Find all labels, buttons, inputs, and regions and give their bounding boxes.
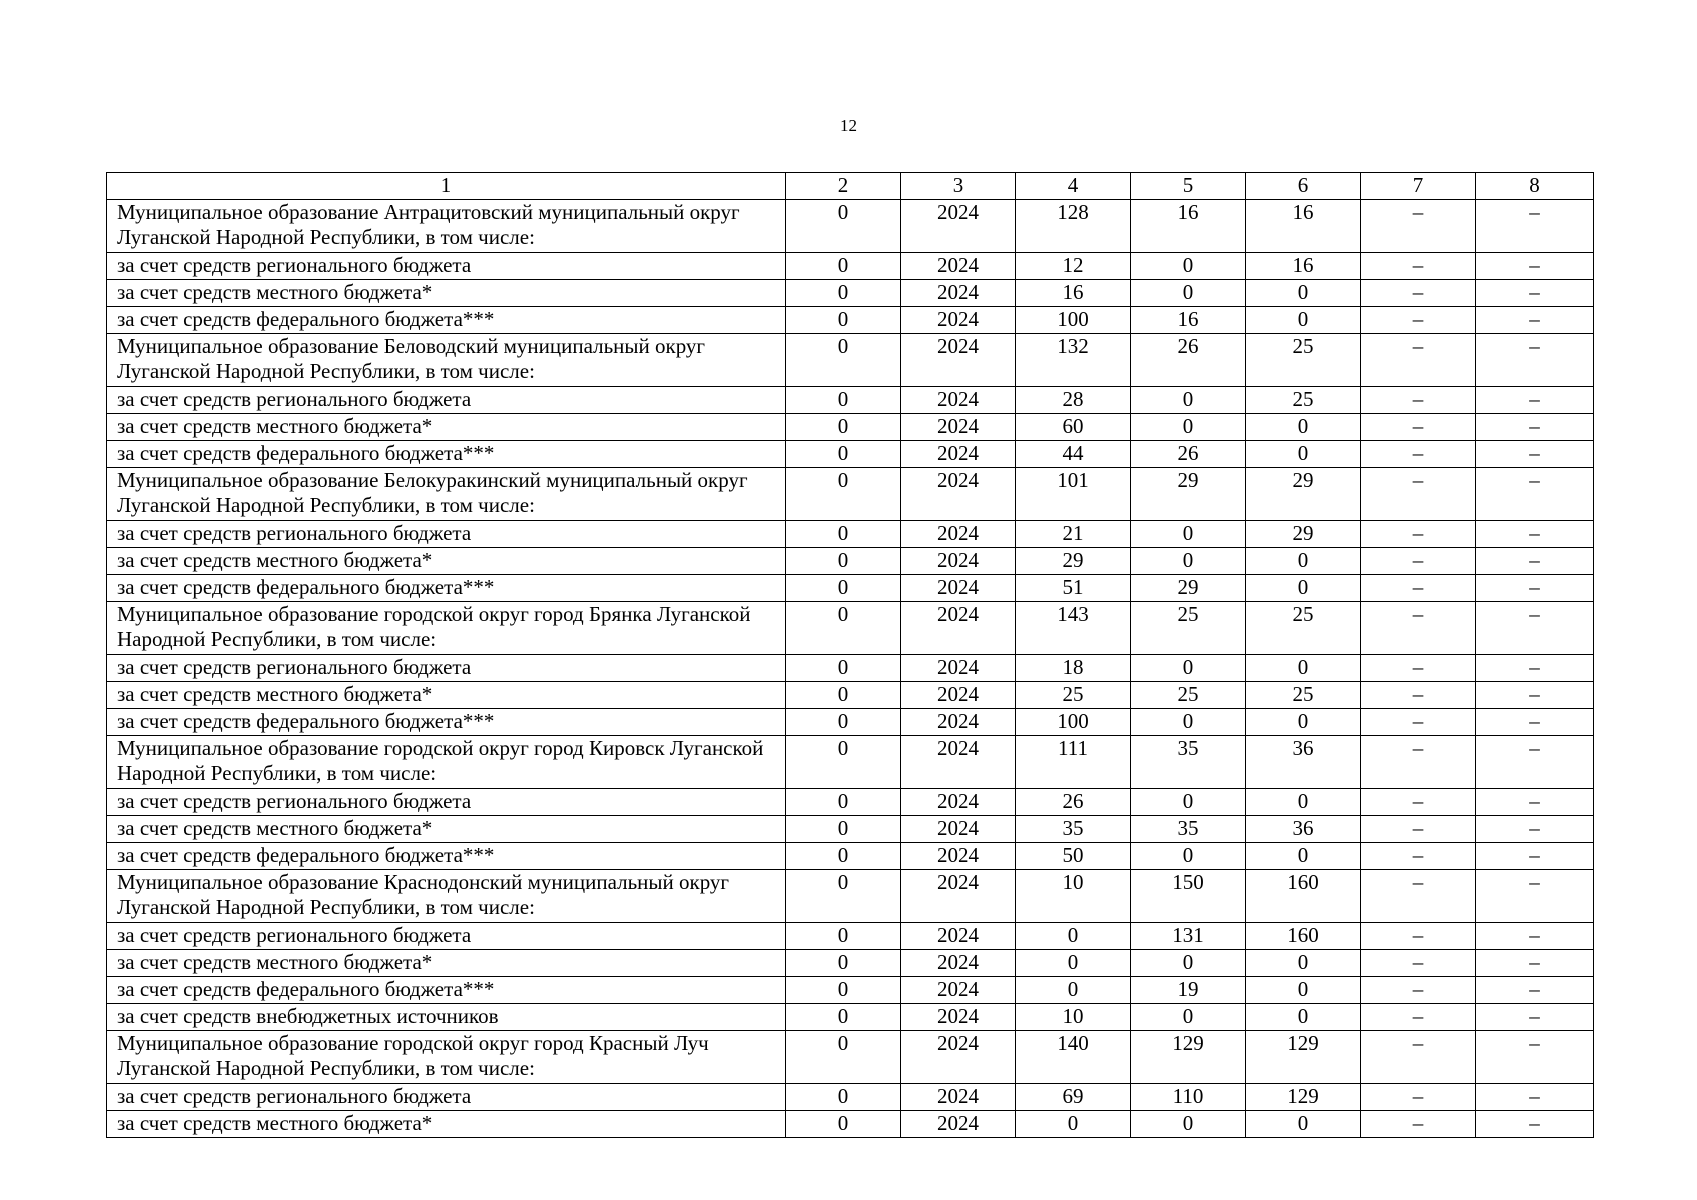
value-cell-col-4: 51 — [1016, 575, 1131, 602]
municipality-row — [107, 200, 1594, 253]
value-cell-col-4: 18 — [1016, 655, 1131, 682]
municipality-name-cell: Муниципальное образование городской округ город Кировск Луганской Народной Республики, в том числе: — [107, 736, 786, 789]
value-cell-col-8: – — [1476, 1111, 1594, 1138]
funding-source-cell: за счет средств регионального бюджета — [107, 1084, 786, 1111]
value-cell-col-8: – — [1476, 441, 1594, 468]
value-cell-col-8: – — [1476, 575, 1594, 602]
value-cell-col-6: 0 — [1246, 950, 1361, 977]
funding-source-row — [107, 441, 1594, 468]
value-cell-col-8: – — [1476, 414, 1594, 441]
value-cell-col-2: 0 — [786, 977, 901, 1004]
value-cell-col-6: 0 — [1246, 1004, 1361, 1031]
funding-source-cell: за счет средств регионального бюджета — [107, 923, 786, 950]
value-cell-col-4: 44 — [1016, 441, 1131, 468]
value-cell-col-4: 69 — [1016, 1084, 1131, 1111]
value-cell-col-7: – — [1361, 521, 1476, 548]
value-cell-col-7: – — [1361, 280, 1476, 307]
funding-source-cell: за счет средств местного бюджета* — [107, 414, 786, 441]
value-cell-col-6: 0 — [1246, 977, 1361, 1004]
funding-source-row — [107, 789, 1594, 816]
value-cell-col-5: 0 — [1131, 789, 1246, 816]
value-cell-col-6: 25 — [1246, 602, 1361, 655]
value-cell-col-2: 0 — [786, 1084, 901, 1111]
municipality-row — [107, 870, 1594, 923]
value-cell-col-3: 2024 — [901, 1004, 1016, 1031]
value-cell-col-4: 128 — [1016, 200, 1131, 253]
value-cell-col-5: 35 — [1131, 736, 1246, 789]
value-cell-col-8: – — [1476, 1031, 1594, 1084]
value-cell-col-2: 0 — [786, 870, 901, 923]
value-cell-col-5: 0 — [1131, 280, 1246, 307]
value-cell-col-6: 0 — [1246, 709, 1361, 736]
value-cell-col-7: – — [1361, 736, 1476, 789]
value-cell-col-7: – — [1361, 602, 1476, 655]
value-cell-col-4: 0 — [1016, 950, 1131, 977]
value-cell-col-5: 26 — [1131, 441, 1246, 468]
value-cell-col-5: 26 — [1131, 334, 1246, 387]
value-cell-col-3: 2024 — [901, 280, 1016, 307]
funding-source-cell: за счет средств местного бюджета* — [107, 280, 786, 307]
value-cell-col-5: 0 — [1131, 1111, 1246, 1138]
value-cell-col-8: – — [1476, 280, 1594, 307]
value-cell-col-5: 0 — [1131, 548, 1246, 575]
funding-source-row — [107, 575, 1594, 602]
value-cell-col-4: 143 — [1016, 602, 1131, 655]
value-cell-col-7: – — [1361, 1084, 1476, 1111]
value-cell-col-8: – — [1476, 1084, 1594, 1111]
value-cell-col-6: 0 — [1246, 307, 1361, 334]
value-cell-col-7: – — [1361, 977, 1476, 1004]
value-cell-col-6: 0 — [1246, 655, 1361, 682]
value-cell-col-4: 29 — [1016, 548, 1131, 575]
value-cell-col-5: 0 — [1131, 414, 1246, 441]
value-cell-col-4: 10 — [1016, 1004, 1131, 1031]
value-cell-col-3: 2024 — [901, 1111, 1016, 1138]
value-cell-col-6: 160 — [1246, 923, 1361, 950]
value-cell-col-8: – — [1476, 789, 1594, 816]
value-cell-col-4: 100 — [1016, 307, 1131, 334]
column-number-header: 6 — [1246, 173, 1361, 200]
column-number-header: 4 — [1016, 173, 1131, 200]
funding-source-cell: за счет средств местного бюджета* — [107, 950, 786, 977]
value-cell-col-2: 0 — [786, 602, 901, 655]
value-cell-col-3: 2024 — [901, 521, 1016, 548]
municipality-name-cell: Муниципальное образование Беловодский муниципальный округ Луганской Народной Республики, в том числе: — [107, 334, 786, 387]
value-cell-col-4: 12 — [1016, 253, 1131, 280]
value-cell-col-4: 132 — [1016, 334, 1131, 387]
value-cell-col-3: 2024 — [901, 682, 1016, 709]
value-cell-col-2: 0 — [786, 200, 901, 253]
value-cell-col-3: 2024 — [901, 655, 1016, 682]
funding-source-cell: за счет средств регионального бюджета — [107, 655, 786, 682]
value-cell-col-7: – — [1361, 387, 1476, 414]
value-cell-col-5: 110 — [1131, 1084, 1246, 1111]
value-cell-col-8: – — [1476, 816, 1594, 843]
value-cell-col-4: 111 — [1016, 736, 1131, 789]
value-cell-col-8: – — [1476, 253, 1594, 280]
column-number-header: 3 — [901, 173, 1016, 200]
value-cell-col-3: 2024 — [901, 575, 1016, 602]
value-cell-col-6: 36 — [1246, 736, 1361, 789]
value-cell-col-7: – — [1361, 655, 1476, 682]
funding-source-cell: за счет средств федерального бюджета*** — [107, 441, 786, 468]
value-cell-col-3: 2024 — [901, 870, 1016, 923]
value-cell-col-5: 29 — [1131, 575, 1246, 602]
header-row — [107, 173, 1594, 200]
value-cell-col-4: 0 — [1016, 1111, 1131, 1138]
funding-source-cell: за счет средств внебюджетных источников — [107, 1004, 786, 1031]
value-cell-col-6: 16 — [1246, 253, 1361, 280]
value-cell-col-4: 25 — [1016, 682, 1131, 709]
value-cell-col-7: – — [1361, 575, 1476, 602]
funding-source-cell: за счет средств местного бюджета* — [107, 816, 786, 843]
value-cell-col-4: 16 — [1016, 280, 1131, 307]
value-cell-col-5: 19 — [1131, 977, 1246, 1004]
value-cell-col-6: 129 — [1246, 1084, 1361, 1111]
value-cell-col-6: 16 — [1246, 200, 1361, 253]
value-cell-col-5: 35 — [1131, 816, 1246, 843]
value-cell-col-3: 2024 — [901, 307, 1016, 334]
value-cell-col-3: 2024 — [901, 602, 1016, 655]
value-cell-col-7: – — [1361, 253, 1476, 280]
funding-source-cell: за счет средств местного бюджета* — [107, 548, 786, 575]
value-cell-col-8: – — [1476, 307, 1594, 334]
funding-source-row — [107, 387, 1594, 414]
value-cell-col-8: – — [1476, 736, 1594, 789]
value-cell-col-6: 0 — [1246, 548, 1361, 575]
value-cell-col-3: 2024 — [901, 1084, 1016, 1111]
value-cell-col-2: 0 — [786, 923, 901, 950]
value-cell-col-6: 25 — [1246, 334, 1361, 387]
value-cell-col-4: 0 — [1016, 977, 1131, 1004]
value-cell-col-3: 2024 — [901, 200, 1016, 253]
column-number-header: 5 — [1131, 173, 1246, 200]
value-cell-col-7: – — [1361, 682, 1476, 709]
municipality-name-cell: Муниципальное образование городской округ город Красный Луч Луганской Народной Республики, в том числе: — [107, 1031, 786, 1084]
municipality-name-cell: Муниципальное образование Антрацитовский муниципальный округ Луганской Народной Республики, в том числе: — [107, 200, 786, 253]
funding-source-cell: за счет средств федерального бюджета*** — [107, 977, 786, 1004]
value-cell-col-5: 129 — [1131, 1031, 1246, 1084]
value-cell-col-8: – — [1476, 950, 1594, 977]
value-cell-col-3: 2024 — [901, 736, 1016, 789]
value-cell-col-5: 0 — [1131, 655, 1246, 682]
municipality-row — [107, 602, 1594, 655]
value-cell-col-8: – — [1476, 1004, 1594, 1031]
value-cell-col-7: – — [1361, 923, 1476, 950]
municipality-name-cell: Муниципальное образование городской округ город Брянка Луганской Народной Республики, в том числе: — [107, 602, 786, 655]
value-cell-col-2: 0 — [786, 253, 901, 280]
value-cell-col-2: 0 — [786, 789, 901, 816]
value-cell-col-5: 0 — [1131, 387, 1246, 414]
column-number-header: 2 — [786, 173, 901, 200]
funding-source-row — [107, 548, 1594, 575]
value-cell-col-3: 2024 — [901, 334, 1016, 387]
municipality-name-cell: Муниципальное образование Краснодонский муниципальный округ Луганской Народной Республики, в том числе: — [107, 870, 786, 923]
funding-source-cell: за счет средств федерального бюджета*** — [107, 575, 786, 602]
value-cell-col-2: 0 — [786, 843, 901, 870]
value-cell-col-7: – — [1361, 950, 1476, 977]
value-cell-col-3: 2024 — [901, 548, 1016, 575]
funding-source-cell: за счет средств местного бюджета* — [107, 682, 786, 709]
value-cell-col-2: 0 — [786, 1111, 901, 1138]
value-cell-col-7: – — [1361, 548, 1476, 575]
value-cell-col-6: 0 — [1246, 414, 1361, 441]
value-cell-col-5: 0 — [1131, 709, 1246, 736]
value-cell-col-4: 10 — [1016, 870, 1131, 923]
value-cell-col-3: 2024 — [901, 950, 1016, 977]
value-cell-col-3: 2024 — [901, 709, 1016, 736]
value-cell-col-6: 29 — [1246, 521, 1361, 548]
funding-source-row — [107, 253, 1594, 280]
funding-source-row — [107, 709, 1594, 736]
value-cell-col-7: – — [1361, 1031, 1476, 1084]
value-cell-col-5: 0 — [1131, 1004, 1246, 1031]
value-cell-col-7: – — [1361, 816, 1476, 843]
value-cell-col-8: – — [1476, 977, 1594, 1004]
municipality-row — [107, 334, 1594, 387]
value-cell-col-2: 0 — [786, 682, 901, 709]
value-cell-col-8: – — [1476, 843, 1594, 870]
value-cell-col-4: 140 — [1016, 1031, 1131, 1084]
value-cell-col-3: 2024 — [901, 816, 1016, 843]
table-body — [107, 173, 1594, 1138]
value-cell-col-2: 0 — [786, 1031, 901, 1084]
value-cell-col-3: 2024 — [901, 1031, 1016, 1084]
value-cell-col-2: 0 — [786, 655, 901, 682]
value-cell-col-5: 0 — [1131, 950, 1246, 977]
value-cell-col-5: 0 — [1131, 521, 1246, 548]
value-cell-col-7: – — [1361, 1111, 1476, 1138]
value-cell-col-3: 2024 — [901, 253, 1016, 280]
value-cell-col-2: 0 — [786, 387, 901, 414]
value-cell-col-4: 26 — [1016, 789, 1131, 816]
value-cell-col-2: 0 — [786, 575, 901, 602]
value-cell-col-4: 35 — [1016, 816, 1131, 843]
value-cell-col-6: 25 — [1246, 387, 1361, 414]
value-cell-col-5: 29 — [1131, 468, 1246, 521]
value-cell-col-6: 0 — [1246, 575, 1361, 602]
funding-source-row — [107, 682, 1594, 709]
funding-source-row — [107, 521, 1594, 548]
column-number-header: 8 — [1476, 173, 1594, 200]
funding-source-cell: за счет средств регионального бюджета — [107, 253, 786, 280]
value-cell-col-4: 21 — [1016, 521, 1131, 548]
funding-source-cell: за счет средств федерального бюджета*** — [107, 709, 786, 736]
funding-source-row — [107, 307, 1594, 334]
value-cell-col-7: – — [1361, 789, 1476, 816]
funding-source-row — [107, 1004, 1594, 1031]
value-cell-col-4: 0 — [1016, 923, 1131, 950]
value-cell-col-8: – — [1476, 521, 1594, 548]
value-cell-col-4: 28 — [1016, 387, 1131, 414]
funding-source-row — [107, 414, 1594, 441]
value-cell-col-3: 2024 — [901, 977, 1016, 1004]
value-cell-col-7: – — [1361, 843, 1476, 870]
value-cell-col-8: – — [1476, 334, 1594, 387]
funding-source-row — [107, 1111, 1594, 1138]
value-cell-col-6: 29 — [1246, 468, 1361, 521]
funding-source-row — [107, 1084, 1594, 1111]
value-cell-col-7: – — [1361, 414, 1476, 441]
value-cell-col-3: 2024 — [901, 843, 1016, 870]
column-number-header: 7 — [1361, 173, 1476, 200]
value-cell-col-2: 0 — [786, 468, 901, 521]
data-table — [106, 172, 1594, 1138]
page-number: 12 — [840, 116, 857, 135]
value-cell-col-3: 2024 — [901, 789, 1016, 816]
funding-source-cell: за счет средств федерального бюджета*** — [107, 843, 786, 870]
value-cell-col-5: 16 — [1131, 307, 1246, 334]
value-cell-col-7: – — [1361, 709, 1476, 736]
column-number-header: 1 — [107, 173, 786, 200]
value-cell-col-2: 0 — [786, 548, 901, 575]
value-cell-col-4: 101 — [1016, 468, 1131, 521]
value-cell-col-2: 0 — [786, 414, 901, 441]
value-cell-col-5: 131 — [1131, 923, 1246, 950]
value-cell-col-8: – — [1476, 548, 1594, 575]
funding-source-cell: за счет средств регионального бюджета — [107, 521, 786, 548]
value-cell-col-6: 0 — [1246, 789, 1361, 816]
value-cell-col-8: – — [1476, 200, 1594, 253]
value-cell-col-3: 2024 — [901, 414, 1016, 441]
value-cell-col-7: – — [1361, 441, 1476, 468]
value-cell-col-6: 0 — [1246, 1111, 1361, 1138]
value-cell-col-8: – — [1476, 655, 1594, 682]
value-cell-col-7: – — [1361, 334, 1476, 387]
value-cell-col-2: 0 — [786, 736, 901, 789]
value-cell-col-8: – — [1476, 709, 1594, 736]
value-cell-col-4: 100 — [1016, 709, 1131, 736]
value-cell-col-3: 2024 — [901, 923, 1016, 950]
funding-source-row — [107, 977, 1594, 1004]
funding-source-cell: за счет средств регионального бюджета — [107, 789, 786, 816]
value-cell-col-8: – — [1476, 923, 1594, 950]
funding-source-row — [107, 950, 1594, 977]
municipality-row — [107, 1031, 1594, 1084]
value-cell-col-2: 0 — [786, 307, 901, 334]
value-cell-col-7: – — [1361, 870, 1476, 923]
value-cell-col-8: – — [1476, 468, 1594, 521]
value-cell-col-2: 0 — [786, 334, 901, 387]
funding-source-row — [107, 923, 1594, 950]
funding-source-row — [107, 816, 1594, 843]
value-cell-col-2: 0 — [786, 280, 901, 307]
value-cell-col-2: 0 — [786, 441, 901, 468]
value-cell-col-3: 2024 — [901, 468, 1016, 521]
value-cell-col-6: 129 — [1246, 1031, 1361, 1084]
funding-source-row — [107, 280, 1594, 307]
funding-source-cell: за счет средств местного бюджета* — [107, 1111, 786, 1138]
value-cell-col-3: 2024 — [901, 387, 1016, 414]
value-cell-col-7: – — [1361, 200, 1476, 253]
value-cell-col-5: 25 — [1131, 602, 1246, 655]
municipality-name-cell: Муниципальное образование Белокуракинский муниципальный округ Луганской Народной Республики, в том числе: — [107, 468, 786, 521]
value-cell-col-7: – — [1361, 1004, 1476, 1031]
value-cell-col-6: 160 — [1246, 870, 1361, 923]
funding-source-cell: за счет средств регионального бюджета — [107, 387, 786, 414]
value-cell-col-5: 0 — [1131, 843, 1246, 870]
value-cell-col-2: 0 — [786, 1004, 901, 1031]
value-cell-col-8: – — [1476, 387, 1594, 414]
value-cell-col-5: 25 — [1131, 682, 1246, 709]
value-cell-col-6: 25 — [1246, 682, 1361, 709]
value-cell-col-6: 0 — [1246, 280, 1361, 307]
value-cell-col-5: 0 — [1131, 253, 1246, 280]
value-cell-col-2: 0 — [786, 816, 901, 843]
value-cell-col-8: – — [1476, 682, 1594, 709]
value-cell-col-6: 36 — [1246, 816, 1361, 843]
value-cell-col-4: 60 — [1016, 414, 1131, 441]
municipality-row — [107, 736, 1594, 789]
funding-source-row — [107, 843, 1594, 870]
value-cell-col-4: 50 — [1016, 843, 1131, 870]
value-cell-col-6: 0 — [1246, 441, 1361, 468]
funding-source-cell: за счет средств федерального бюджета*** — [107, 307, 786, 334]
value-cell-col-8: – — [1476, 870, 1594, 923]
municipality-row — [107, 468, 1594, 521]
value-cell-col-6: 0 — [1246, 843, 1361, 870]
funding-source-row — [107, 655, 1594, 682]
value-cell-col-2: 0 — [786, 709, 901, 736]
value-cell-col-2: 0 — [786, 950, 901, 977]
value-cell-col-2: 0 — [786, 521, 901, 548]
value-cell-col-5: 150 — [1131, 870, 1246, 923]
value-cell-col-7: – — [1361, 307, 1476, 334]
value-cell-col-5: 16 — [1131, 200, 1246, 253]
value-cell-col-7: – — [1361, 468, 1476, 521]
value-cell-col-8: – — [1476, 602, 1594, 655]
value-cell-col-3: 2024 — [901, 441, 1016, 468]
